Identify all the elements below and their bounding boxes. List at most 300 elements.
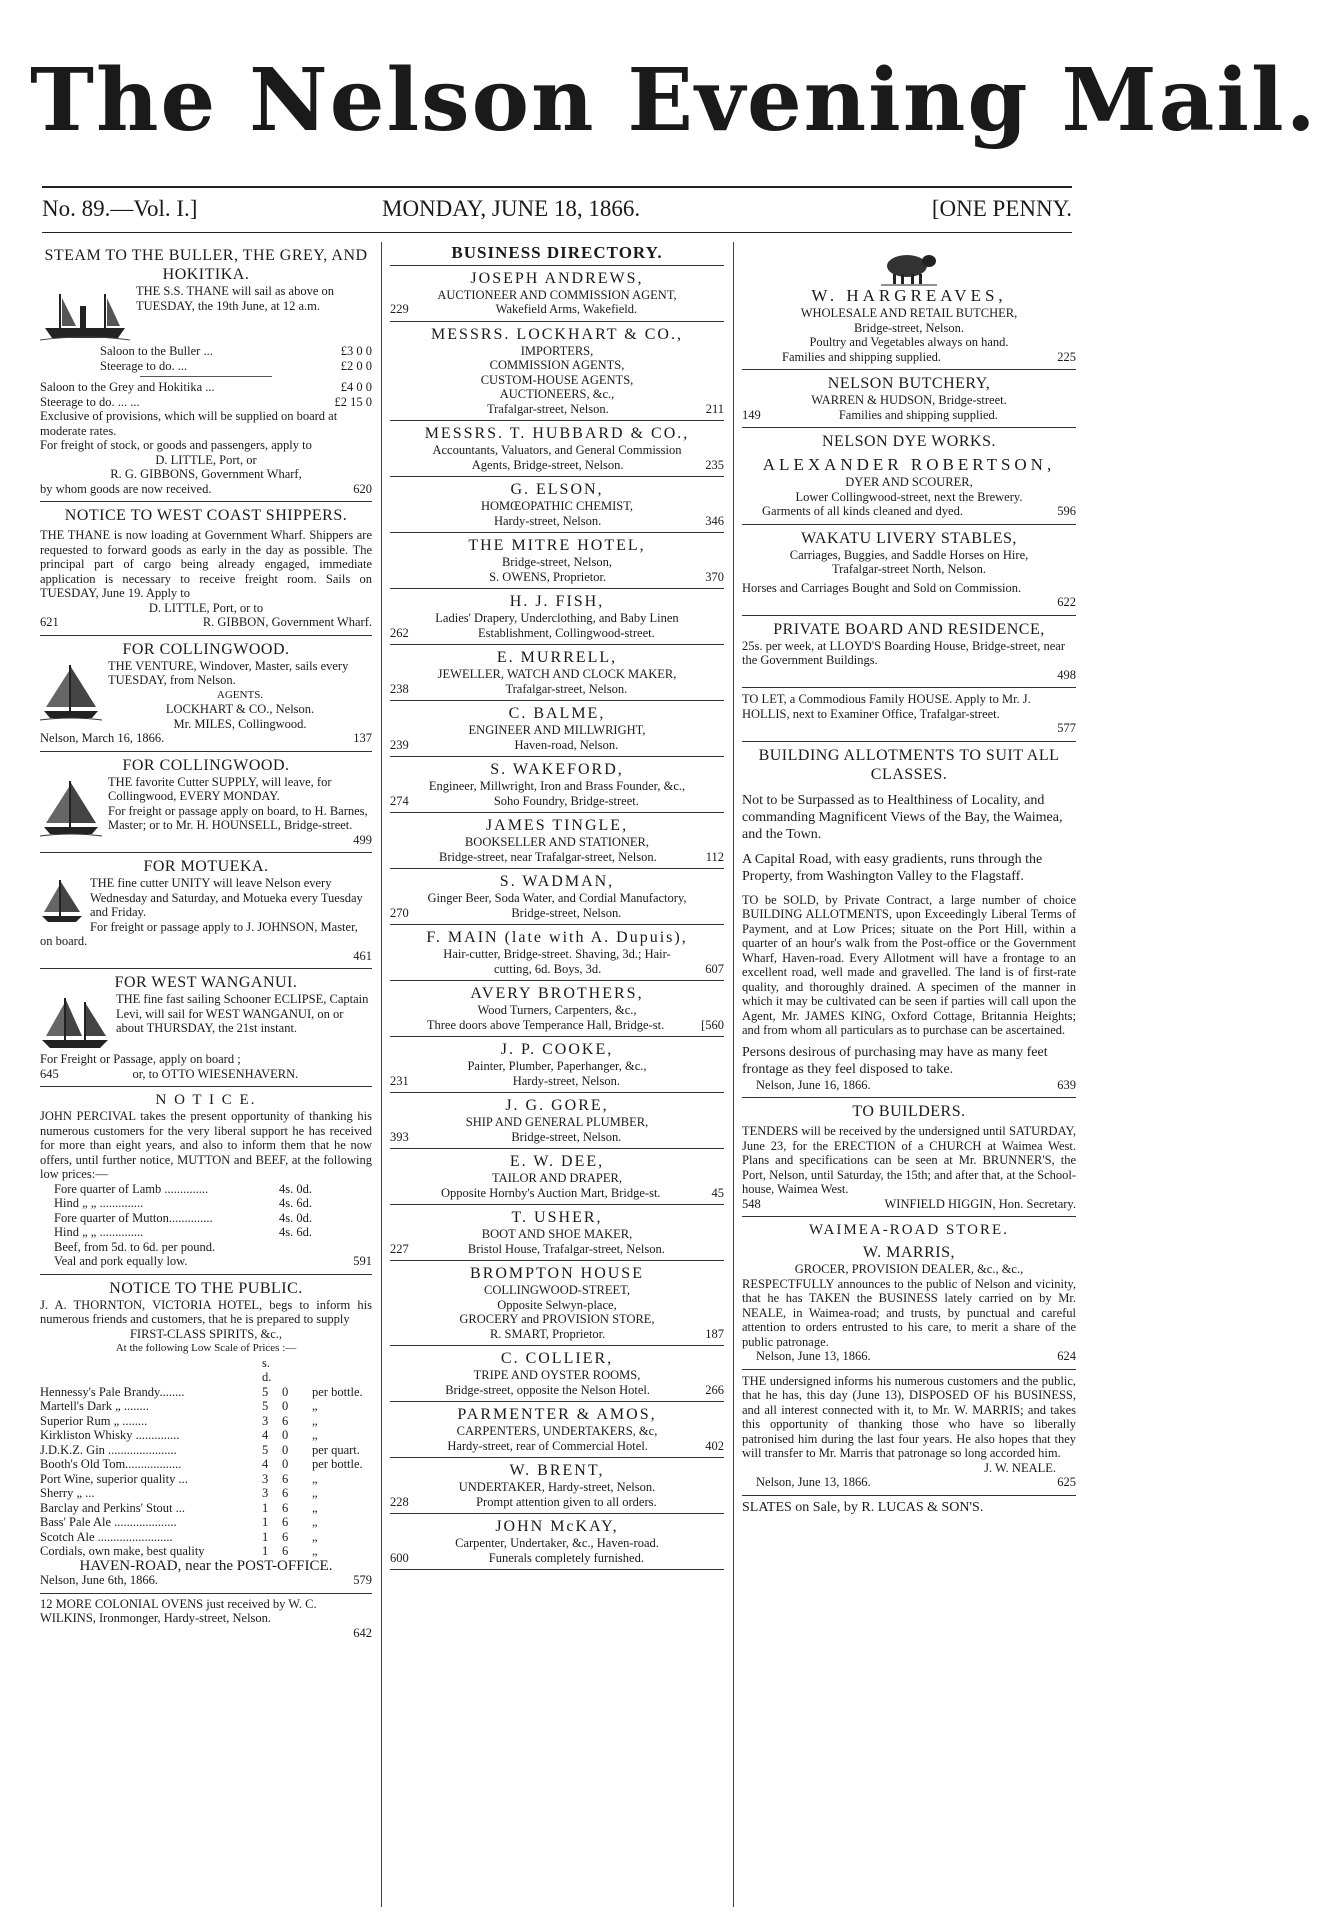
business-name: AVERY BROTHERS, (470, 985, 644, 1002)
ad-text: 25s. per week, at LLOYD'S Boarding House, Bridge-street, near the Government Buildings. (742, 638, 1065, 667)
ad-text: TO be SOLD, by Private Contract, a large number of choice BUILDING ALLOTMENTS, upon Exceedingly Liberal Terms of Payment, and at Low Prices; situate on the Port Hill, within a quarter of an hour's walk from the Post-office or the Government Wharf, Haven-road. Every Allotment will have a frontage to an excellent road, well made and gravelled. The land is of first-rate quality, and thoroughly drained. A specimen of the manner in which it may be cultivated can be seen if parties will call upon the Agent, Mr. JAMES KING, Oxford Cottage, Britannia Heights; and from whom all particulars as to purchase can be ascertained. (742, 892, 1076, 1037)
ad-text: JOHN PERCIVAL takes the present opportunity of thanking his numerous customers for the very liberal support he has received for more than eight years, and also to inform them that he now offers, until further notice, MUTTON and BEEF, at the following low prices:— (40, 1109, 372, 1181)
price-shillings: 3 (262, 1471, 269, 1486)
price-unit: „ (312, 1428, 318, 1442)
price-item: Kirkliston Whisky .............. (40, 1428, 180, 1442)
business-footer: Bridge-street, Nelson. (511, 905, 622, 920)
business-line: TRIPE AND OYSTER ROOMS, (473, 1368, 641, 1382)
price-item: Hind „ „ .............. (54, 1196, 144, 1210)
issue-price: [ONE PENNY. (931, 196, 1072, 221)
ad-heading: STEAM TO THE BULLER, THE GREY, AND HOKITIKA. (44, 247, 368, 283)
price-row (40, 1414, 372, 1429)
ad-text: THE fine cutter UNITY will leave Nelson every Wednesday and Saturday, and Motueka every Tuesday and Friday. (90, 876, 363, 919)
directory-entry (390, 533, 724, 589)
ad-text: THE fine fast sailing Schooner ECLIPSE, Captain Levi, will sail for WEST WANGANUI, on or about THURSDAY, the 21st instant. (116, 992, 369, 1035)
business-footer: Prompt attention given to all orders. (476, 1494, 657, 1509)
ad-heading: NOTICE TO THE PUBLIC. (109, 1279, 303, 1297)
ad-text: THE VENTURE, Windover, Master, sails every TUESDAY, from Nelson. (108, 658, 349, 687)
ad-number: 262 (390, 625, 409, 640)
directory-entry (390, 1037, 724, 1093)
business-line: Bridge-street, Nelson, (501, 555, 613, 569)
ad-number: 211 (705, 401, 724, 416)
price-item: Martell's Dark „ ........ (40, 1399, 149, 1413)
price-row (40, 1486, 372, 1501)
ad-text: For freight of stock, or goods and passengers, apply to (40, 438, 312, 452)
ad-number: 607 (705, 961, 724, 976)
ad-notice-public (40, 1275, 372, 1594)
ad-text: Veal and pork equally low. (54, 1254, 188, 1268)
ad-heading: WAIMEA-ROAD STORE. (809, 1222, 1009, 1238)
cutter-icon (40, 878, 84, 924)
directory-entry (390, 1458, 724, 1514)
agent-name: or, to OTTO WIESENHAVERN. (132, 1066, 299, 1081)
business-footer: Bridge-street, Nelson. (511, 1129, 622, 1144)
business-line: UNDERTAKER, Hardy-street, Nelson. (458, 1480, 656, 1494)
price-shillings: 5 (262, 1442, 269, 1457)
business-footer: Establishment, Collingwood-street. (478, 625, 655, 640)
business-footer: Opposite Hornby's Auction Mart, Bridge-st. (440, 1185, 661, 1200)
ad-text: THE THANE is now loading at Government Wharf. Shippers are requested to forward goods as early in the day as possible. The principal part of cargo being already engaged, immediate application is necessary to receive freight room. Sails on TUESDAY, June 19. Apply to (40, 528, 372, 600)
business-name: C. BALME, (508, 705, 606, 722)
directory-entry (390, 477, 724, 533)
ad-hargreaves (742, 242, 1076, 370)
fare-label: Steerage to do. ... (100, 358, 188, 373)
ad-slates (742, 1496, 1076, 1520)
ad-number: 239 (390, 737, 409, 752)
business-line: WHOLESALE AND RETAIL BUTCHER, (800, 306, 1018, 320)
price-unit: „ (312, 1500, 318, 1515)
price-shillings: 1 (262, 1515, 269, 1529)
ad-number: 346 (705, 513, 724, 528)
directory-entry (390, 1346, 724, 1402)
ad-private-board (742, 616, 1076, 689)
ad-date: Nelson, March 16, 1866. (40, 731, 165, 745)
business-line: WARREN & HUDSON, Bridge-street. (811, 393, 1007, 407)
price-value: 4s. 6d. (279, 1196, 312, 1210)
agent-name: Mr. MILES, Collingwood. (173, 716, 307, 731)
price-unit: „ (312, 1471, 318, 1486)
price-row (40, 1515, 372, 1530)
ad-number: 642 (353, 1625, 372, 1640)
price-unit: per quart. (312, 1442, 360, 1457)
business-line: TAILOR AND DRAPER, (492, 1171, 622, 1185)
price-item: Fore quarter of Lamb .............. (54, 1181, 209, 1196)
ad-number: 270 (390, 905, 409, 920)
business-name: G. ELSON, (510, 481, 604, 498)
ad-number: 238 (390, 681, 409, 696)
business-line: Ladies' Drapery, Underclothing, and Baby Linen (435, 611, 679, 625)
ad-number: 266 (705, 1382, 724, 1397)
price-pence: 6 (282, 1500, 289, 1515)
business-footer: Agents, Bridge-street, Nelson. (471, 457, 624, 472)
ad-number: 235 (705, 457, 724, 472)
price-unit: „ (312, 1529, 318, 1544)
business-footer: Three doors above Temperance Hall, Bridge-st. (426, 1017, 665, 1032)
price-item: Sherry „ ... (40, 1486, 95, 1500)
price-row (40, 1428, 372, 1443)
ad-footer: by whom goods are now received. (40, 481, 212, 496)
fare-value: £2 0 0 (340, 358, 372, 373)
price-row (40, 1472, 372, 1487)
business-line: BOOT AND SHOE MAKER, (481, 1227, 633, 1241)
business-line: Painter, Plumber, Paperhanger, &c., (467, 1059, 647, 1073)
business-footer: S. OWENS, Proprietor. (489, 569, 607, 584)
ad-text: A Capital Road, with easy gradients, runs through the Property, from Washington Valley to the Flagstaff. (742, 851, 1043, 884)
business-footer: Hardy-street, Nelson. (512, 1073, 620, 1088)
business-name: NELSON BUTCHERY, (827, 375, 991, 392)
agent-name: R. GIBBON, Government Wharf. (202, 615, 372, 629)
directory-entry (390, 322, 724, 422)
business-line: SHIP AND GENERAL PLUMBER, (465, 1115, 649, 1129)
business-line: Wood Turners, Carpenters, &c., (477, 1003, 637, 1017)
business-line: Accountants, Valuators, and General Commission (432, 443, 682, 457)
price-row (40, 1501, 372, 1516)
directory-entry (390, 1514, 724, 1570)
ad-number: 621 (40, 615, 59, 629)
fare-value: £2 15 0 (334, 394, 372, 409)
price-pence: 6 (282, 1544, 289, 1558)
ad-heading: FOR MOTUEKA. (143, 858, 269, 875)
ad-text: Horses and Carriages Bought and Sold on Commission. (742, 580, 1022, 595)
ad-text: THE favorite Cutter SUPPLY, will leave, for Collingwood, EVERY MONDAY. (108, 774, 332, 803)
directory-entry (390, 813, 724, 869)
price-unit: „ (312, 1515, 318, 1529)
ad-dye-works (742, 428, 1076, 525)
ad-number: 229 (390, 302, 409, 316)
ad-number: 370 (705, 569, 724, 584)
price-unit: s. d. (262, 1355, 272, 1384)
sailing-ship-icon (40, 777, 102, 839)
newspaper-title: The Nelson Evening Mail. (30, 50, 1318, 151)
fare-value: £3 0 0 (340, 344, 372, 358)
business-line: Bridge-street, Nelson. (853, 320, 965, 335)
ad-heading: BUILDING ALLOTMENTS TO SUIT ALL CLASSES. (758, 746, 1060, 783)
ad-number: 225 (1057, 349, 1076, 364)
business-footer: Families and shipping supplied. (838, 407, 998, 422)
price-row (40, 1443, 372, 1458)
issue-number: No. 89.—Vol. I.] (42, 196, 198, 221)
ad-number: 137 (353, 731, 372, 745)
price-shillings: 3 (262, 1413, 269, 1428)
price-shillings: 1 (262, 1544, 269, 1558)
price-shillings: 1 (262, 1500, 269, 1515)
price-pence: 0 (282, 1457, 289, 1471)
directory-entry (390, 1402, 724, 1458)
ad-text: For Freight or Passage, apply on board ; (40, 1052, 241, 1066)
column-left (40, 242, 372, 1902)
price-item: Hind „ „ .............. (54, 1225, 144, 1239)
price-pence: 6 (282, 1486, 289, 1500)
ad-number: 228 (390, 1494, 409, 1509)
price-unit: „ (312, 1399, 318, 1413)
ad-motueka (40, 853, 372, 969)
business-line: ENGINEER AND MILLWRIGHT, (468, 723, 646, 737)
ad-neale-notice (742, 1370, 1076, 1496)
business-name: E. MURRELL, (496, 649, 618, 666)
business-name: H. J. FISH, (509, 593, 605, 610)
column-divider (733, 242, 734, 1907)
ad-west-wanganui (40, 969, 372, 1087)
business-name: S. WAKEFORD, (490, 761, 624, 778)
business-name: W. HARGREAVES, (811, 286, 1007, 305)
dateline-rule (42, 232, 1072, 233)
business-name: ALEXANDER ROBERTSON, (762, 455, 1056, 474)
ad-number: 645 (40, 1066, 59, 1081)
ad-number: 600 (390, 1550, 409, 1565)
masthead (30, 28, 1318, 173)
price-item: Superior Rum „ ........ (40, 1413, 148, 1428)
ad-heading: FOR WEST WANGANUI. (114, 974, 298, 991)
directory-entry (390, 757, 724, 813)
business-name: J. P. COOKE, (500, 1041, 614, 1058)
business-footer: Trafalgar-street, Nelson. (505, 681, 628, 696)
price-value: 4s. 0d. (279, 1210, 312, 1225)
sheep-icon (879, 246, 939, 286)
ad-collingwood-supply (40, 752, 372, 854)
ad-text: For freight or passage apply on board, to H. Barnes, Master; or to Mr. H. HOUNSELL, Bridge-street. (108, 803, 368, 832)
ad-address: HAVEN-ROAD, near the POST-OFFICE. (79, 1557, 333, 1574)
price-item: Barclay and Perkins' Stout ... (40, 1500, 185, 1515)
ad-number: 461 (353, 948, 372, 963)
ad-text: At the following Low Scale of Prices :— (115, 1342, 297, 1354)
ad-livery-stables (742, 525, 1076, 616)
price-value: 4s. 6d. (279, 1225, 312, 1239)
ad-text: Not to be Surpassed as to Healthiness of Locality, and commanding Magnificent Views of the Bay, the Waimea, and the Town. (742, 792, 1063, 842)
business-name: W. MARRIS, (863, 1244, 955, 1261)
ad-number: 591 (353, 1254, 372, 1268)
business-line: COLLINGWOOD-STREET, (484, 1283, 630, 1297)
ad-number: 548 (742, 1196, 761, 1211)
ad-text: TO LET, a Commodious Family HOUSE. Apply to Mr. J. HOLLIS, next to Examiner Office, Trafalgar-street. (742, 692, 1031, 721)
ad-heading: TO BUILDERS. (852, 1103, 966, 1120)
ad-waimea-road-store (742, 1217, 1076, 1370)
fare-label: Saloon to the Buller ... (100, 344, 213, 358)
ad-number: 596 (1057, 504, 1076, 518)
price-pence: 6 (282, 1529, 289, 1544)
price-pence: 0 (282, 1428, 289, 1442)
ad-date: Nelson, June 16, 1866. (756, 1077, 871, 1092)
business-line: Poultry and Vegetables always on hand. (809, 335, 1009, 349)
ad-signature: J. W. NEALE. (984, 1460, 1056, 1475)
price-item: Fore quarter of Mutton.............. (54, 1210, 213, 1225)
business-name: THE MITRE HOTEL, (468, 537, 646, 554)
business-line: BOOKSELLER AND STATIONER, (464, 835, 650, 849)
business-name: MESSRS. LOCKHART & CO., (431, 325, 683, 343)
business-line: IMPORTERS, (520, 343, 594, 358)
ad-number: 622 (1057, 595, 1076, 609)
business-line: Engineer, Millwright, Iron and Brass Founder, &c., (428, 779, 686, 793)
ad-subheading: FIRST-CLASS SPIRITS, &c., (129, 1326, 282, 1341)
business-footer: cutting, 6d. Boys, 3d. (493, 961, 602, 976)
business-line: Carpenter, Undertaker, &c., Haven-road. (455, 1536, 659, 1550)
price-unit: „ (312, 1413, 318, 1428)
price-pence: 6 (282, 1413, 289, 1428)
ad-text: TENDERS will be received by the undersigned until SATURDAY, June 23, for the ERECTION of a CHURCH at Waimea West. Plans and specifications can be seen at Mr. BRUNNER'S, the Port, Nelson, until Saturday, the 15th; and after that, at the School-house, Waimea West. (742, 1124, 1076, 1196)
business-name: BROMPTON HOUSE (470, 1265, 644, 1282)
price-pence: 0 (282, 1384, 289, 1399)
price-item: Bass' Pale Ale .................... (40, 1515, 177, 1529)
business-footer: Bristol House, Trafalgar-street, Nelson. (467, 1241, 665, 1256)
ad-number: 227 (390, 1241, 409, 1256)
ad-number: 274 (390, 793, 409, 808)
price-unit: „ (312, 1486, 318, 1500)
agent-name: D. LITTLE, Port, or to (148, 600, 264, 615)
business-footer: Haven-road, Nelson. (514, 737, 619, 752)
agent-name: LOCKHART & CO., Nelson. (165, 702, 315, 716)
ad-number: 402 (705, 1438, 724, 1453)
ad-text: RESPECTFULLY announces to the public of Nelson and vicinity, that he has TAKEN the BUSINESS lately carried on by Mr. NEALE, in Waimea-road; and trusts, by punctual and careful attention to orders entrusted to his care, to merit a share of the public patronage. (742, 1276, 1076, 1349)
directory-entry (390, 1261, 724, 1346)
price-unit: per bottle. (312, 1384, 363, 1399)
price-pence: 6 (282, 1515, 289, 1529)
ad-to-builders (742, 1098, 1076, 1217)
ad-signature: WINFIELD HIGGIN, Hon. Secretary. (884, 1196, 1076, 1211)
directory-entry (390, 1149, 724, 1205)
business-line: AUCTIONEER AND COMMISSION AGENT, (437, 287, 677, 302)
business-name: W. BRENT, (509, 1462, 605, 1479)
ad-text: For freight or passage apply to J. JOHNSON, Master, on board. (40, 919, 358, 948)
ad-text: Persons desirous of purchasing may have as many feet frontage as they feel disposed to take. (742, 1044, 1048, 1077)
ad-heading: N O T I C E. (155, 1092, 257, 1108)
column-right (742, 242, 1076, 1902)
price-item: Hennessy's Pale Brandy........ (40, 1384, 185, 1399)
ad-heading: PRIVATE BOARD AND RESIDENCE, (773, 620, 1045, 638)
price-pence: 0 (282, 1442, 289, 1457)
price-shillings: 3 (262, 1486, 269, 1500)
business-line: GROCER, PROVISION DEALER, &c., &c., (794, 1262, 1024, 1276)
ad-text: Beef, from 5d. to 6d. per pound. (54, 1239, 216, 1254)
business-name: S. WADMAN, (499, 873, 615, 890)
business-line: Hair-cutter, Bridge-street. Shaving, 3d.; Hair- (443, 947, 671, 961)
business-name: MESSRS. T. HUBBARD & CO., (424, 425, 690, 442)
business-footer: Wakefield Arms, Wakefield. (495, 302, 638, 316)
price-shillings: 5 (262, 1399, 269, 1413)
ad-number: 625 (1057, 1475, 1076, 1489)
business-line: DYER AND SCOURER, (845, 475, 973, 489)
business-name: C. COLLIER, (500, 1350, 614, 1367)
ad-notice-percival (40, 1087, 372, 1275)
business-footer: Hardy-street, Nelson. (493, 513, 602, 528)
price-pence: 6 (282, 1471, 289, 1486)
ad-text: THE undersigned informs his numerous customers and the public, that he has, this day (June 13), DISPOSED OF his BUSINESS, and all interest connected with it, to Mr. W. MARRIS; and takes this opportunity of thanking those who have so liberally patronised him during the last four years. He also hopes that they will transfer to Mr. Marris that patronage so long accorded him. (742, 1373, 1076, 1460)
directory-entry (390, 266, 724, 322)
price-shillings: 5 (262, 1384, 269, 1399)
price-row (40, 1385, 372, 1400)
business-footer: Funerals completely furnished. (488, 1550, 644, 1565)
ad-number: 577 (1057, 721, 1076, 735)
ad-text: Exclusive of provisions, which will be supplied on board at moderate rates. (40, 409, 338, 438)
price-unit: „ (312, 1544, 318, 1558)
price-item: Port Wine, superior quality ... (40, 1471, 188, 1486)
business-footer: Soho Foundry, Bridge-street. (493, 793, 639, 808)
business-line: Opposite Selwyn-place, (497, 1297, 617, 1312)
ad-number: 45 (711, 1185, 724, 1200)
ad-heading: NELSON DYE WORKS. (822, 433, 996, 450)
business-name: T. USHER, (511, 1209, 603, 1226)
ad-to-let (742, 688, 1076, 742)
ad-heading: FOR COLLINGWOOD. (122, 756, 290, 774)
business-line: CARPENTERS, UNDERTAKERS, &c, (456, 1424, 658, 1438)
ad-colonial-ovens (40, 1594, 372, 1645)
ad-number: 620 (353, 481, 372, 496)
price-item: Scotch Ale ........................ (40, 1529, 173, 1544)
business-name: JAMES TINGLE, (485, 817, 629, 834)
ad-notice-west-coast (40, 502, 372, 636)
directory-entry (390, 1093, 724, 1149)
masthead-rule (42, 186, 1072, 188)
price-row (40, 1457, 372, 1472)
business-footer: Bridge-street, opposite the Nelson Hotel. (445, 1382, 651, 1397)
price-item: J.D.K.Z. Gin ...................... (40, 1442, 177, 1457)
business-line: Lower Collingwood-street, next the Brewery. (795, 489, 1023, 504)
business-directory-title: BUSINESS DIRECTORY. (390, 242, 724, 266)
price-item: Booth's Old Tom.................. (40, 1457, 182, 1471)
ad-heading: FOR COLLINGWOOD. (122, 640, 290, 658)
ad-date: Nelson, June 13, 1866. (756, 1349, 871, 1363)
ad-text: THE S.S. THANE will sail as above on TUESDAY, the 19th June, at 12 a.m. (136, 284, 335, 313)
business-name: E. W. DEE, (509, 1153, 605, 1170)
ad-building-allotments (742, 742, 1076, 1099)
business-name: F. MAIN (late with A. Dupuis), (426, 929, 688, 946)
ad-text: 12 MORE COLONIAL OVENS just received by W. C. WILKINS, Ironmonger, Hardy-street, Nelson. (40, 1596, 317, 1625)
ad-number: 149 (742, 407, 761, 422)
ad-number: 498 (1057, 667, 1076, 682)
ad-number: 231 (390, 1073, 409, 1088)
business-footer: Garments of all kinds cleaned and dyed. (762, 504, 963, 518)
ad-date: Nelson, June 13, 1866. (756, 1475, 871, 1489)
business-footer: R. SMART, Proprietor. (489, 1326, 606, 1341)
business-line: Carriages, Buggies, and Saddle Horses on Hire, (789, 547, 1029, 562)
ad-date: Nelson, June 6th, 1866. (40, 1573, 159, 1587)
business-name: JOSEPH ANDREWS, (470, 269, 644, 287)
agent-name: R. G. GIBBONS, Government Wharf, (110, 467, 302, 481)
steamship-icon (40, 286, 130, 344)
price-value: 4s. 0d. (279, 1181, 312, 1196)
business-line: COMMISSION AGENTS, (489, 358, 625, 372)
business-line: AUCTIONEERS, &c., (499, 387, 615, 401)
price-shillings: 4 (262, 1428, 269, 1442)
business-line: GROCERY and PROVISION STORE, (459, 1312, 655, 1326)
directory-entry (390, 981, 724, 1037)
ad-text: J. A. THORNTON, VICTORIA HOTEL, begs to inform his numerous friends and customers, that he is prepared to supply (40, 1297, 372, 1326)
price-pence: 0 (282, 1399, 289, 1413)
dateline (42, 196, 1072, 230)
price-row (40, 1530, 372, 1545)
business-line: Ginger Beer, Soda Water, and Cordial Manufactory, (427, 891, 687, 905)
ad-number: 624 (1057, 1349, 1076, 1363)
ad-nelson-butchery (742, 370, 1076, 428)
directory-entry (390, 869, 724, 925)
directory-entry (390, 925, 724, 981)
business-line: CUSTOM-HOUSE AGENTS, (480, 372, 634, 387)
directory-entry (390, 701, 724, 757)
ad-heading: WAKATU LIVERY STABLES, (801, 529, 1017, 547)
ad-text: SLATES on Sale, by R. LUCAS & SON'S. (742, 1499, 984, 1515)
column-divider (381, 242, 382, 1907)
ad-number: 187 (705, 1326, 724, 1341)
ad-number: 499 (353, 832, 372, 847)
ad-number: 579 (353, 1573, 372, 1587)
price-row (40, 1544, 372, 1559)
directory-entry (390, 421, 724, 477)
sailing-ship-icon (40, 661, 102, 723)
ad-steam-buller (40, 242, 372, 502)
business-line: Trafalgar-street North, Nelson. (831, 562, 987, 576)
fare-value: £4 0 0 (340, 380, 372, 394)
business-name: JOHN McKAY, (495, 1518, 619, 1535)
directory-entry (390, 645, 724, 701)
ad-number: 393 (390, 1129, 409, 1144)
